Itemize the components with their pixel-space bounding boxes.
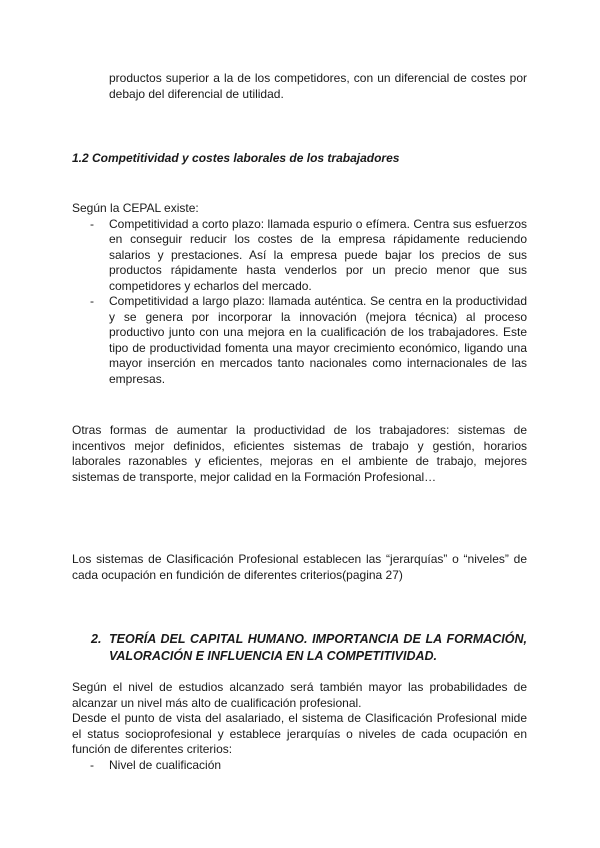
intro-continuation <box>109 71 527 102</box>
section-2-title: TEORÍA DEL CAPITAL HUMANO. IMPORTANCIA DE LA FORMACIÓN, VALORACIÓN E INFLUENCIA EN LA COMPETITIVIDAD. <box>109 632 527 663</box>
section-1-2-heading <box>72 151 532 167</box>
list-item-text: Competitividad a largo plazo: llamada auténtica. Se centra en la productividad y se genera por incorporar la innovación (mejora técnica) al proceso productivo junto con una mejora en la cualificación de los trabajadores. Este tipo de productividad fomenta una mayor crecimiento económico, ligando una mayor inserción en mercados tanto nacionales como internacionales de las empresas. <box>109 294 527 386</box>
section-2-heading <box>72 631 527 665</box>
section-2-title-block <box>72 631 527 665</box>
cepal-list <box>72 217 527 388</box>
list-item <box>72 294 527 387</box>
classification-section <box>72 552 527 583</box>
section-2-list <box>72 758 527 774</box>
section-2-body <box>72 680 527 773</box>
section-1-2-title: 1.2 Competitividad y costes laborales de los trabajadores <box>72 151 400 165</box>
list-item-text: Nivel de cualificación <box>109 757 222 772</box>
other-ways-text: Otras formas de aumentar la productividad de los trabajadores: sistemas de incentivos mejor definidos, eficientes sistemas de trabajo y gestión, horarios laborales razonables y eficientes, mejoras en el ambiente de trabajo, mejores sistemas de transporte, mejor calidad en la Formación Profesional… <box>72 423 527 484</box>
cepal-section <box>72 201 527 387</box>
list-bullet: - <box>90 216 94 231</box>
section-2-paragraph: Desde el punto de vista del asalariado, el sistema de Clasificación Profesional mide el status socioprofesional y establece jerarquías o niveles de cada ocupación en función de diferentes criterios: <box>72 711 527 756</box>
cepal-lead: Según la CEPAL existe: <box>72 201 199 215</box>
list-item <box>72 758 527 774</box>
list-bullet: - <box>90 757 94 772</box>
list-bullet: - <box>90 294 94 308</box>
intro-continuation-text: productos superior a la de los competidores, con un diferencial de costes por debajo del diferencial de utilidad. <box>109 71 527 101</box>
section-2-paragraph: Según el nivel de estudios alcanzado será también mayor las probabilidades de alcanzar un nivel más alto de cualificación profesional. <box>72 680 527 710</box>
list-item <box>72 217 527 295</box>
section-2-number: 2. <box>91 632 102 646</box>
other-ways-section <box>72 423 527 485</box>
classification-text: Los sistemas de Clasificación Profesional establecen las “jerarquías” o “niveles” de cada ocupación en fundición de diferentes criterios(pagina 27) <box>72 552 527 582</box>
list-item-text: Competitividad a corto plazo: llamada espurio o efímera. Centra sus esfuerzos en conseguir reducir los costes de la empresa rápidamente reduciendo salarios y prestaciones. Así la empresa puede bajar los precios de sus productos rápidamente hasta venderlos por un precio menor que sus competidores y echarlos del mercado. <box>109 216 527 293</box>
